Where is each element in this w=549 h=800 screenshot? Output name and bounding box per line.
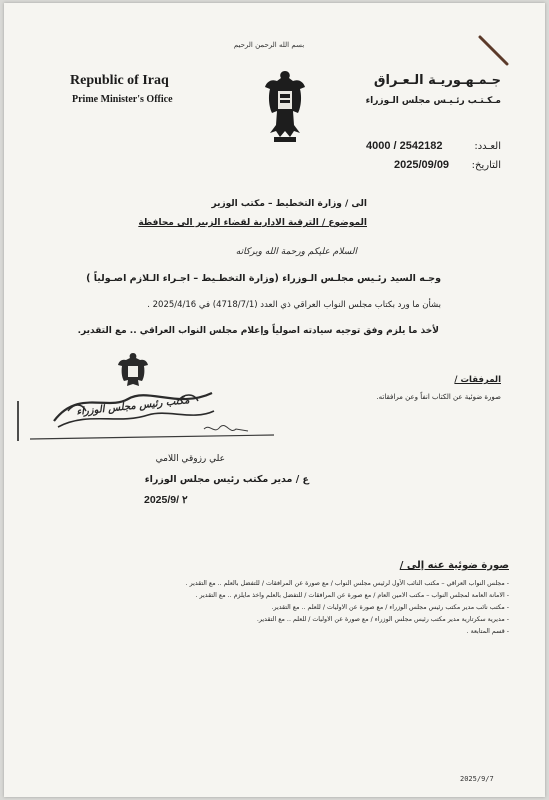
header-english-office: Prime Minister's Office	[72, 94, 173, 105]
letter-directive: وجـه السيد رئـيس مجلـس الـوزراء (وزارة التخطـيط – اجـراء الـلازم اصـولياً )	[86, 273, 441, 284]
reference-date-value: 2025/09/09	[394, 159, 450, 171]
reference-number-value: 4000 / 2542182	[366, 140, 443, 152]
basmala: بسم الله الرحمن الرحيم	[233, 41, 305, 49]
header-arabic-country: جـمـهـوريـة الـعـراق	[373, 73, 501, 88]
copies-list-item: - الامانة العامة لمجلس النواب – مكتب الامين العام / مع صورة عن المرافقات / للتفضل بالعلم واخذ مايلزم .. مع التقدير .	[186, 590, 509, 602]
letter-reference: بشأن ما ورد بكتاب مجلس النواب العراقي ذي العدد (4718/7/1) في 2025/4/16 .	[147, 300, 441, 310]
letter-action: لأخذ ما يلزم وفق توجيه سيادته اصولياً وإعلام مجلس النواب العراقي .. مع التقدير.	[77, 326, 439, 336]
signature-date: 2025/9/ ٢	[144, 494, 188, 506]
reference-date-label: التاريخ:	[471, 160, 501, 171]
signatory-name: علي رزوقي اللامي	[155, 454, 225, 464]
copies-heading: صورة ضوئية عنه إلى /	[399, 560, 509, 571]
iraq-eagle-emblem-icon	[262, 67, 308, 145]
letter-recipient: الى / وزارة التخطيط – مكتب الوزير	[211, 199, 367, 209]
margin-bracket	[16, 399, 26, 443]
copies-list-item: - مديرية سكرتارية مدير مكتب رئيس مجلس الوزراء / مع صورة عن الاوليات / للعلم .. مع التقدير.	[186, 614, 509, 626]
signature-line	[24, 421, 284, 451]
reference-number-label: العـدد:	[474, 141, 501, 152]
copies-list-item: - مجلس النواب العراقي – مكتب النائب الأول لرئيس مجلس النواب / مع صورة عن المرافقات / للتفضل بالعلم .. مع التقدير .	[186, 578, 509, 590]
pen-mark	[476, 33, 512, 69]
signature-stamp-text: مكتب رئيس مجلس الوزراء	[75, 395, 191, 418]
copies-list-item: - مكتب نائب مدير مكتب رئيس مجلس الوزراء / مع صورة عن الاوليات / للعلم .. مع التقدير.	[186, 602, 509, 614]
header-english-country: Republic of Iraq	[70, 73, 169, 88]
copies-list	[186, 578, 509, 638]
letter-greeting: السلام عليكم ورحمة الله وبركاته	[235, 247, 357, 257]
attachments-heading: المرفقات /	[454, 375, 501, 385]
document-page	[4, 3, 545, 797]
copies-list-item: - قسم المتابعة .	[186, 626, 509, 638]
attachments-item: صورة ضوئية عن الكتاب انفاً وعن مرافقاته.	[376, 393, 501, 401]
header-arabic-office: مـكـتـب رئـيـس مجلس الـوزراء	[365, 96, 501, 106]
signatory-title: ع / مدير مكتب رئيس مجلس الوزراء	[144, 474, 309, 485]
letter-subject: الموضوع / الترقية الادارية لقضاء الزبير الى محافظة	[138, 218, 367, 228]
footer-stamp: 2025/9/7	[460, 775, 494, 783]
